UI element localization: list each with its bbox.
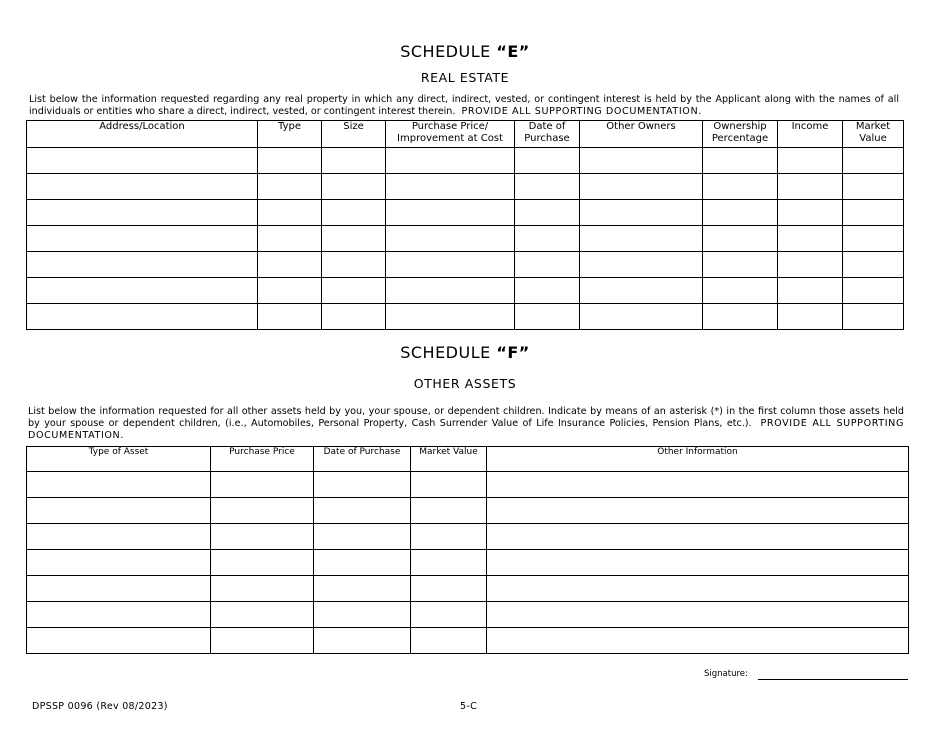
table-cell[interactable] [322,278,386,304]
table-cell[interactable] [211,576,314,602]
table-row [27,148,904,174]
table-cell[interactable] [322,226,386,252]
schedule-f-header-1 [211,447,314,472]
signature-line[interactable] [758,679,908,680]
table-row [27,472,909,498]
table-row [27,200,904,226]
table-cell[interactable] [314,550,411,576]
table-cell[interactable] [843,200,904,226]
table-cell[interactable] [258,174,322,200]
table-cell[interactable] [843,278,904,304]
table-cell[interactable] [258,148,322,174]
schedule-e-header-0 [27,121,258,148]
table-cell[interactable] [27,304,258,330]
header-text: Market Value [419,447,478,457]
table-cell[interactable] [27,472,211,498]
table-cell[interactable] [211,602,314,628]
table-cell[interactable] [27,174,258,200]
header-text: Other Owners [606,121,676,132]
table-cell[interactable] [515,148,580,174]
table-cell[interactable] [778,148,843,174]
real-estate-table [26,120,904,330]
schedule-f-header-4 [487,447,909,472]
table-cell[interactable] [322,304,386,330]
table-cell[interactable] [258,200,322,226]
header-text: Value [859,133,887,144]
table-cell[interactable] [27,200,258,226]
schedule-e-header-7 [778,121,843,148]
header-text: Size [343,121,364,132]
table-cell[interactable] [258,226,322,252]
table-cell[interactable] [386,226,515,252]
table-cell[interactable] [778,304,843,330]
table-cell[interactable] [487,524,909,550]
header-text: Purchase Price/ [411,121,489,132]
table-cell[interactable] [211,498,314,524]
table-row [27,226,904,252]
schedule-f-header-0 [27,447,211,472]
table-cell[interactable] [487,628,909,654]
table-cell[interactable] [411,602,487,628]
table-cell[interactable] [411,550,487,576]
table-row [27,252,904,278]
table-row [27,602,909,628]
table-cell[interactable] [778,278,843,304]
table-cell[interactable] [314,498,411,524]
table-cell[interactable] [314,576,411,602]
table-cell[interactable] [27,226,258,252]
schedule-f-header-2 [314,447,411,472]
table-cell[interactable] [703,252,778,278]
table-cell[interactable] [27,576,211,602]
schedule-f-instructions: List below the information requested for all other assets held by you, your spouse, or dependent children. Indicate by means of an asterisk (*) in the first column those assets held by your spouse or dependent children, (i.e., Automobiles, Personal Property, Cash Surrender Value of Life Insurance Policies, Pension Plans, etc.). PROVIDE ALL SUPPORTING DOCUMENTATION. [28,406,904,441]
table-cell[interactable] [580,278,703,304]
header-text: Date of [528,121,566,132]
table-cell[interactable] [27,550,211,576]
table-cell[interactable] [778,174,843,200]
table-cell[interactable] [314,602,411,628]
table-cell[interactable] [411,472,487,498]
table-cell[interactable] [386,252,515,278]
table-cell[interactable] [322,200,386,226]
table-cell[interactable] [258,304,322,330]
header-text: Type [278,121,301,132]
table-cell[interactable] [27,498,211,524]
table-cell[interactable] [27,628,211,654]
table-row [27,524,909,550]
table-cell[interactable] [843,252,904,278]
table-row [27,304,904,330]
table-cell[interactable] [386,148,515,174]
table-cell[interactable] [411,628,487,654]
table-cell[interactable] [515,252,580,278]
other-assets-table [26,446,909,654]
table-cell[interactable] [27,278,258,304]
table-cell[interactable] [411,524,487,550]
table-cell[interactable] [258,252,322,278]
table-row [27,278,904,304]
schedule-f-title: SCHEDULE “F” [400,343,530,362]
header-text: Type of Asset [88,447,149,457]
table-row [27,576,909,602]
header-text: Market [855,121,891,132]
table-cell[interactable] [515,304,580,330]
schedule-e-header-2 [322,121,386,148]
table-cell[interactable] [487,576,909,602]
table-cell[interactable] [703,304,778,330]
header-text: Date of Purchase [323,447,401,457]
table-cell[interactable] [27,602,211,628]
header-text: Address/Location [99,121,185,132]
table-cell[interactable] [211,550,314,576]
schedule-e-header-6 [703,121,778,148]
table-cell[interactable] [515,278,580,304]
table-cell[interactable] [843,304,904,330]
table-cell[interactable] [703,148,778,174]
schedule-e-header-8 [843,121,904,148]
table-cell[interactable] [211,472,314,498]
table-cell[interactable] [703,174,778,200]
table-cell[interactable] [703,200,778,226]
table-cell[interactable] [778,226,843,252]
header-text: Income [791,121,829,132]
table-cell[interactable] [703,278,778,304]
table-cell[interactable] [386,304,515,330]
table-cell[interactable] [515,226,580,252]
header-text: Other Information [657,447,738,457]
table-cell[interactable] [211,524,314,550]
table-cell[interactable] [322,252,386,278]
table-cell[interactable] [314,524,411,550]
table-cell[interactable] [487,472,909,498]
table-cell[interactable] [515,200,580,226]
table-cell[interactable] [580,304,703,330]
table-cell[interactable] [580,226,703,252]
header-text: Purchase [524,133,570,144]
table-cell[interactable] [843,174,904,200]
schedule-f-header-3 [411,447,487,472]
table-cell[interactable] [411,576,487,602]
schedule-e-header-5 [580,121,703,148]
table-cell[interactable] [703,226,778,252]
table-cell[interactable] [211,628,314,654]
table-row [27,498,909,524]
form-id: DPSSP 0096 (Rev 08/2023) [32,701,168,712]
schedule-e-header-3 [386,121,515,148]
table-row [27,628,909,654]
table-cell[interactable] [580,174,703,200]
table-cell[interactable] [487,498,909,524]
table-cell[interactable] [386,278,515,304]
schedule-e-subtitle: REAL ESTATE [420,70,510,85]
table-cell[interactable] [843,148,904,174]
table-cell[interactable] [487,602,909,628]
page-number: 5-C [460,701,478,712]
table-cell[interactable] [778,200,843,226]
schedule-e-instructions: List below the information requested regarding any real property in which any direct, indirect, vested, or contingent interest is held by the Applicant along with the names of all individuals or entities who share a direct, indirect, vested, or contingent interest therein. PROVIDE ALL SUPPORTING DOCUMENTATION. [29,94,899,117]
table-cell[interactable] [322,148,386,174]
table-cell[interactable] [27,524,211,550]
schedule-e-header-1 [258,121,322,148]
table-cell[interactable] [411,498,487,524]
table-cell[interactable] [386,174,515,200]
schedule-e-header-4 [515,121,580,148]
table-cell[interactable] [843,226,904,252]
schedule-e-title: SCHEDULE “E” [400,42,530,61]
table-cell[interactable] [778,252,843,278]
table-cell[interactable] [580,252,703,278]
header-text: Improvement at Cost [397,133,503,144]
table-cell[interactable] [258,278,322,304]
schedule-f-subtitle: OTHER ASSETS [413,376,517,391]
table-row [27,174,904,200]
table-cell[interactable] [314,472,411,498]
table-cell[interactable] [27,148,258,174]
header-text: Percentage [711,133,769,144]
table-cell[interactable] [487,550,909,576]
table-row [27,550,909,576]
table-cell[interactable] [515,174,580,200]
table-cell[interactable] [580,148,703,174]
header-text: Purchase Price [229,447,295,457]
table-cell[interactable] [322,174,386,200]
table-cell[interactable] [386,200,515,226]
signature-label: Signature: [704,669,748,679]
table-cell[interactable] [314,628,411,654]
table-cell[interactable] [27,252,258,278]
header-text: Ownership [713,121,767,132]
table-cell[interactable] [580,200,703,226]
